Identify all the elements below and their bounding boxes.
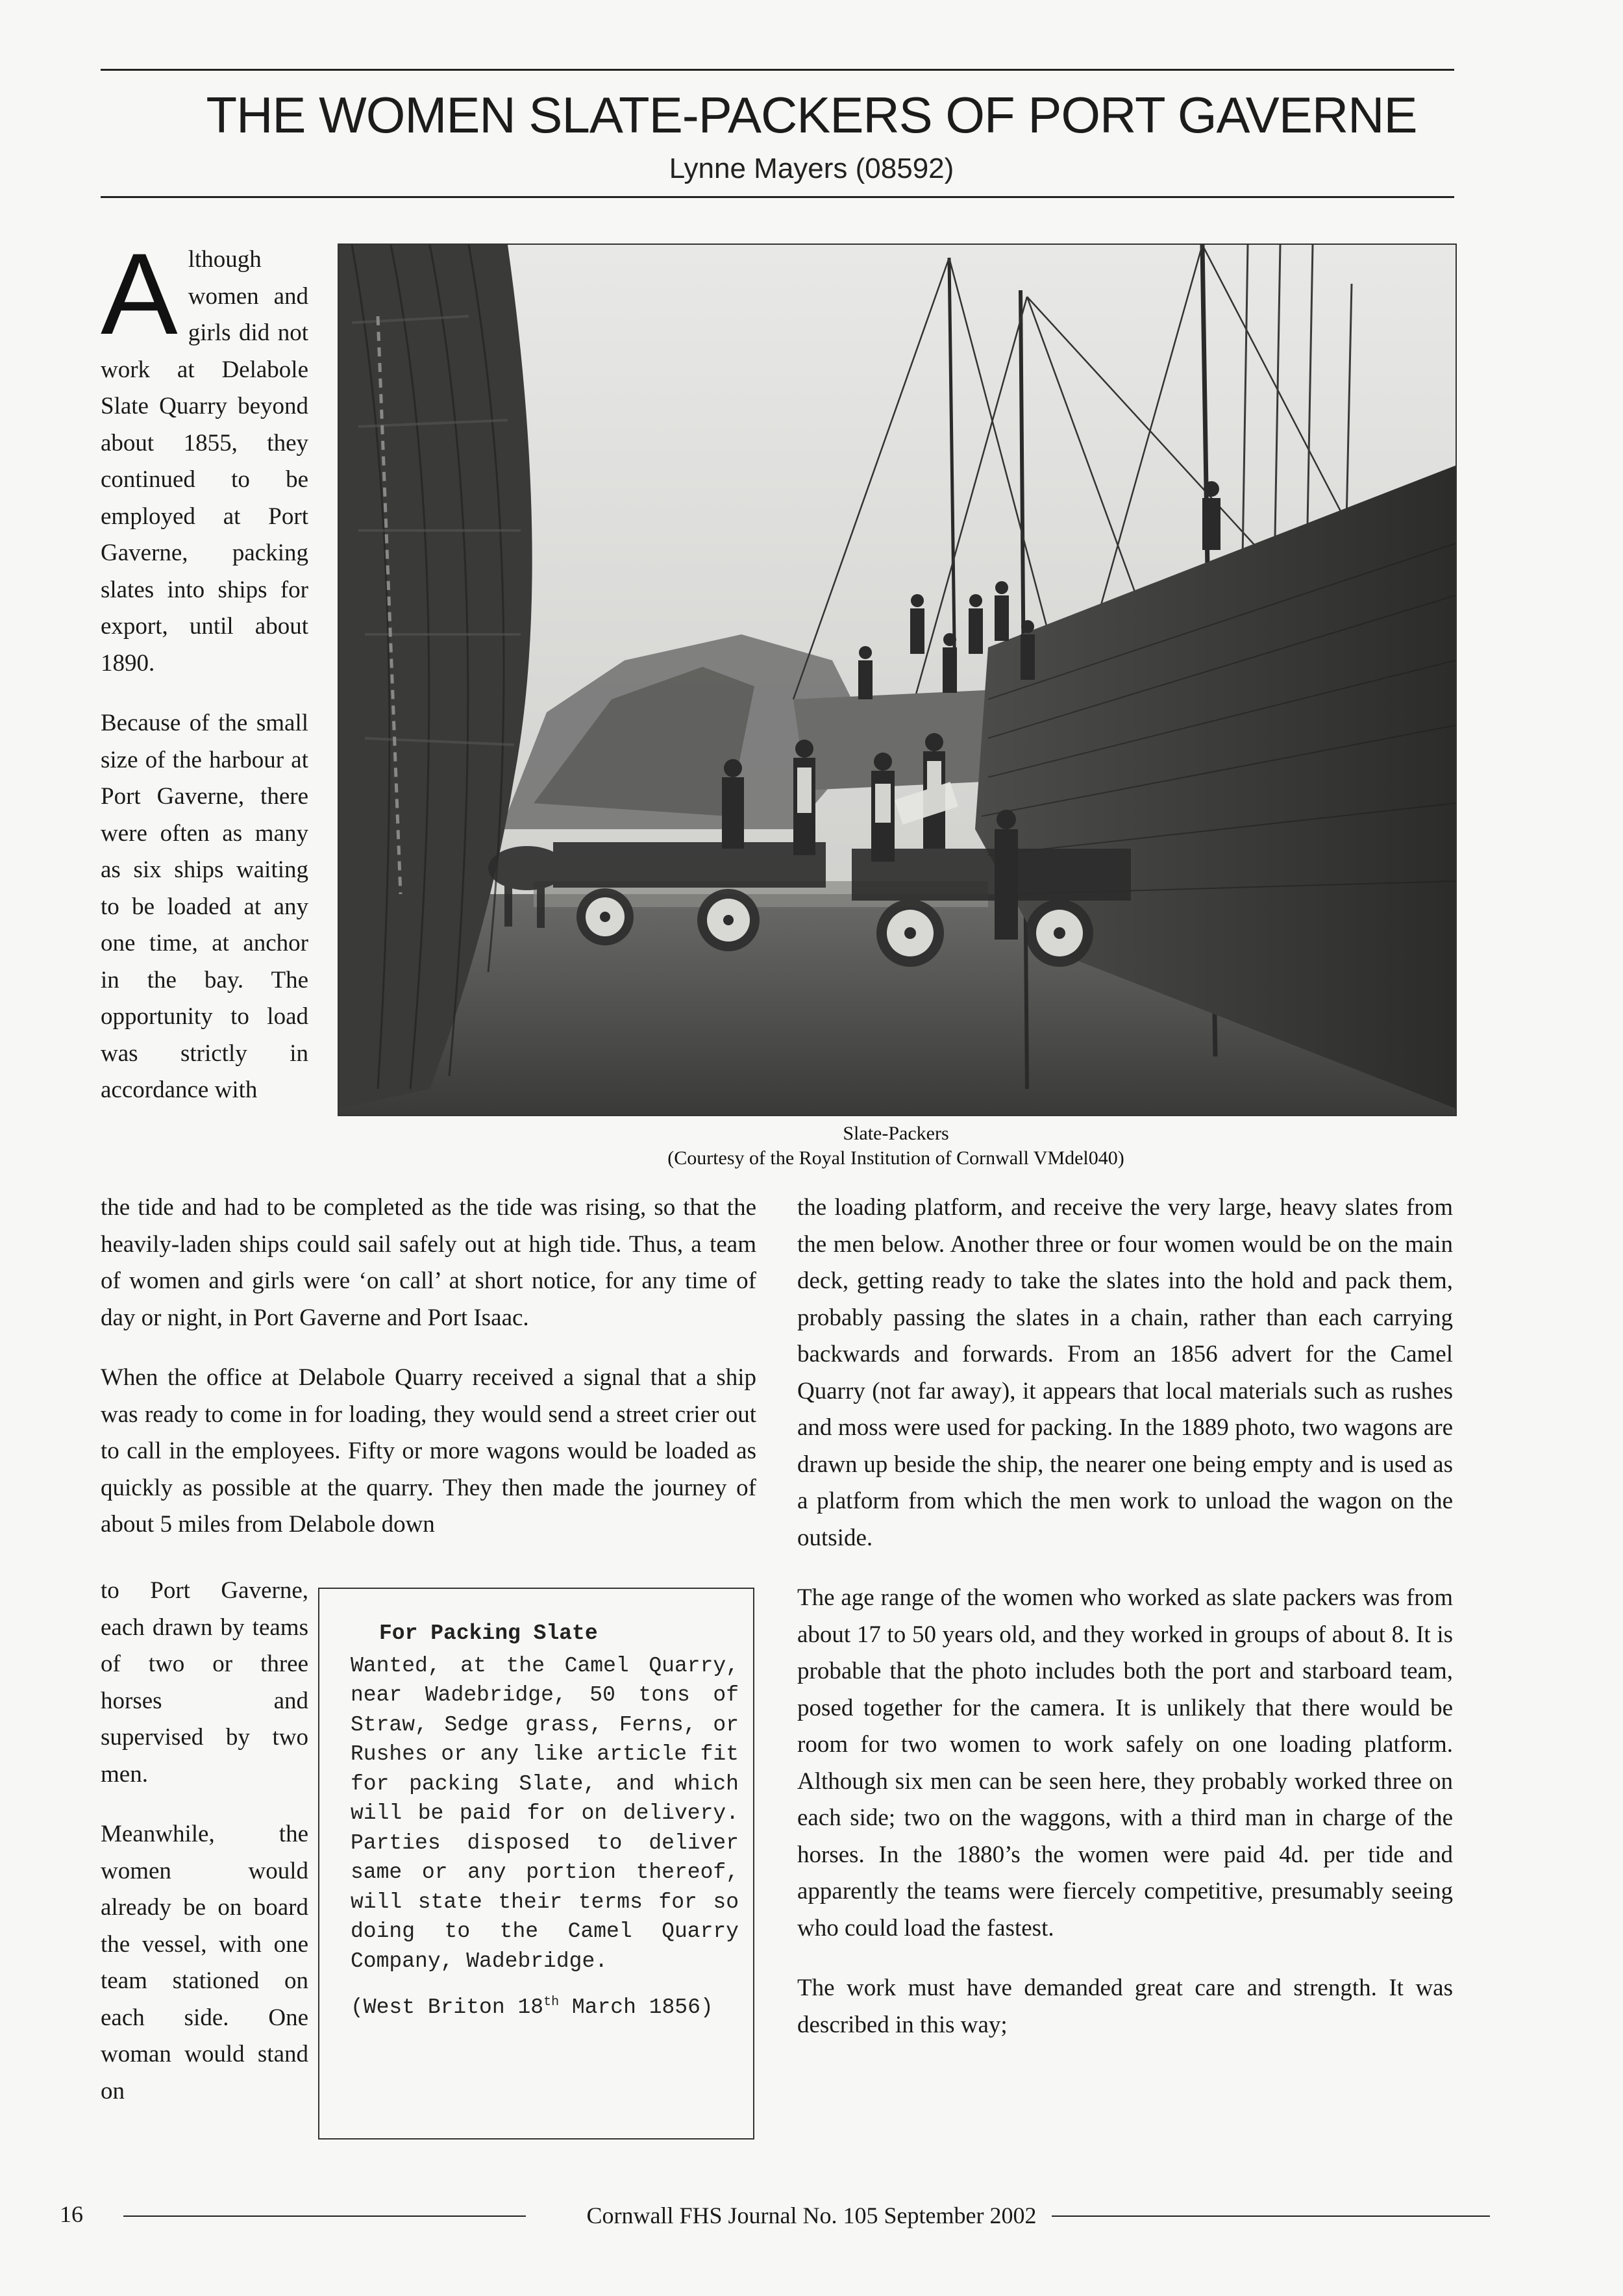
wagon-column — [101, 1573, 308, 2133]
photo-caption — [338, 1121, 1454, 1171]
intro-paragraph — [101, 229, 308, 682]
advert-box — [318, 1588, 754, 2140]
article-author: Lynne Mayers (08592) — [669, 153, 954, 184]
age-range-paragraph: The age range of the women who worked as slate packers was from about 17 to 50 years old, and they worked in groups of about 8. It is probable that the photo includes both the port and starboard team, posed together for the camera. It is unlikely that there would be room for two women to work safely on one loading platform. Although six men can be seen here, they probably worked three on each side; two on the waggons, with a third man in charge of the horses. In the 1880’s the women were paid 4d. per tide and apparently the teams were fiercely competitive, presumably seeing who could load the fastest. — [797, 1584, 1453, 1941]
advert-body: Wanted, at the Camel Quarry, near Wadebridge, 50 tons of Straw, Sedge grass, Ferns, or Rushes or any like article fit for packing Slate, and which will be paid for on delivery. Parties disposed to deliver same or any portion thereof, will state their terms for so doing to the Camel Quarry Company, Wadebridge. — [351, 1653, 739, 1973]
caption-title: Slate-Packers — [843, 1123, 949, 1144]
intro-text: lthough women and girls did not work at Delabole Slate Quarry beyond about 1855, they continued to be employed at Port Gaverne, packing slates into ships for export, until about 1890. — [101, 246, 308, 677]
wagon-paragraph-end: to Port Gaverne, each drawn by teams of two or three horses and supervised by two men. — [101, 1577, 308, 1788]
page-number: 16 — [60, 2201, 83, 2227]
advert-title: For Packing Slate — [379, 1621, 598, 1645]
office-paragraph: When the office at Delabole Quarry received a signal that a ship was ready to come in for loading, they would send a street crier out to call in the employees. Fifty or more wagons would be loaded as quickly as possible at the quarry. They then made the journey of about 5 miles from Delabole down — [101, 1364, 756, 1538]
work-paragraph: The work must have demanded great care and strength. It was described in this way; — [797, 1975, 1453, 2038]
left-lower-column — [101, 1190, 756, 1567]
intro-column — [101, 229, 308, 1132]
meanwhile-paragraph: Meanwhile, the women would already be on board the vessel, with one team stationed on each side. One woman would stand on — [101, 1821, 308, 2104]
caption-credit: (Courtesy of the Royal Institution of Cornwall VMdel040) — [667, 1147, 1124, 1169]
drop-cap: A — [101, 229, 178, 358]
harbour-paragraph-end: the tide and had to be completed as the tide was rising, so that the heavily-laden ships could sail safely out at high tide. Thus, a team of women and girls were ‘on call’ at short notice, for any time of day or night, in Port Gaverne and Port Isaac. — [101, 1194, 756, 1331]
right-column — [797, 1190, 1453, 2067]
journal-footer: Cornwall FHS Journal No. 105 September 2002 — [586, 2202, 1037, 2228]
footer-rule-right — [1052, 2215, 1490, 2217]
loading-paragraph: the loading platform, and receive the very large, heavy slates from the men below. Another three or four women would be on the main deck, getting ready to take the slates into the hold and pack them, probably passing the slates in a chain, rather than each carrying backwards and forwards. From an 1856 advert for the Camel Quarry (not far away), it appears that local materials such as rushes and moss were used for packing. In the 1889 photo, two wagons are drawn up beside the ship, the nearer one being empty and is used as a platform from which the men work to unload the wagon on the outside. — [797, 1194, 1453, 1551]
header-rule — [101, 196, 1454, 198]
article-title: THE WOMEN SLATE-PACKERS OF PORT GAVERNE — [206, 86, 1417, 144]
top-rule — [101, 69, 1454, 71]
advert-source: (West Briton 18th March 1856) — [351, 1995, 713, 2019]
slate-packers-photo — [338, 243, 1457, 1116]
harbour-paragraph-start: Because of the small size of the harbour at Port Gaverne, there were often as many as six ships waiting to be loaded at any one time, at anchor in the bay. The opportunity to load was strictly in accordance with — [101, 710, 308, 1103]
